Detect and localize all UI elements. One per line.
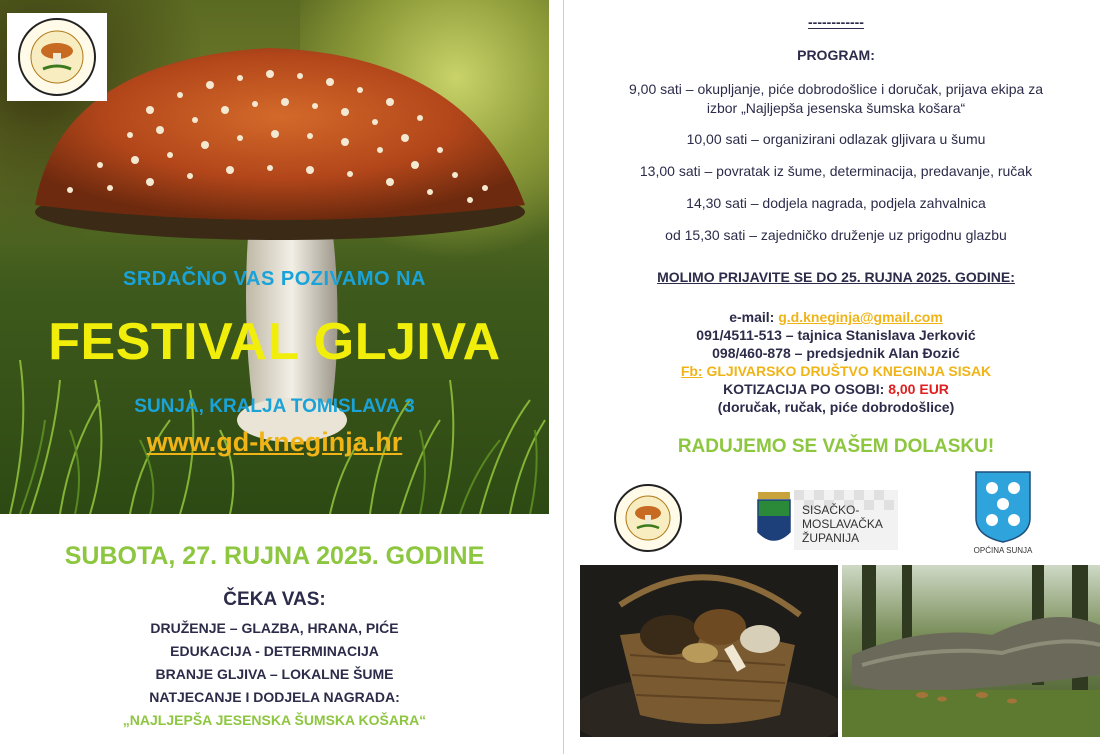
program-title: PROGRAM: (797, 47, 875, 63)
separator-dashes: ------------ (808, 14, 864, 30)
fee-label: KOTIZACIJA PO OSOBI: (723, 381, 889, 397)
facebook-label: Fb: (680, 363, 703, 379)
list-item: NATJECANJE I DODJELA NAGRADA: (149, 689, 400, 705)
basket-photo (580, 565, 838, 737)
list-item: DRUŽENJE – GLAZBA, HRANA, PIĆE (150, 620, 399, 636)
club-logo (610, 482, 686, 554)
fee-note: (doručak, ručak, piće dobrodošlice) (717, 399, 955, 415)
fee-line (564, 380, 1108, 398)
list-item: BRANJE GLJIVA – LOKALNE ŠUME (155, 666, 394, 682)
club-logo (7, 13, 107, 101)
hero-image (0, 0, 549, 514)
right-panel (564, 0, 1108, 754)
phone-line: 098/460-878 – predsjednik Alan Đozić (712, 345, 960, 361)
program-item (564, 80, 1108, 118)
welcome-text: RADUJEMO SE VAŠEM DOLASKU! (677, 436, 995, 457)
invite-text: SRDAČNO VAS POZIVAMO NA (123, 268, 426, 290)
ceka-title: ČEKA VAS: (223, 589, 326, 610)
phone-line: 091/4511-513 – tajnica Stanislava Jerković (696, 327, 976, 343)
festival-date: SUBOTA, 27. RUJNA 2025. GODINE (64, 542, 485, 570)
program-item: 14,30 sati – dodjela nagrada, podjela zahvalnica (686, 195, 986, 211)
facebook-link[interactable]: GLJIVARSKO DRUŠTVO KNEGINJA SISAK (702, 363, 992, 379)
forest-photo (842, 565, 1100, 737)
program-item: 13,00 sati – povratak iz šume, determinacija, predavanje, ručak (639, 163, 1033, 179)
program-item: od 15,30 sati – zajedničko druženje uz prigodnu glazbu (665, 227, 1007, 243)
list-item: „NAJLJEPŠA JESENSKA ŠUMSKA KOŠARA“ (122, 712, 427, 728)
contact-block (564, 308, 1108, 416)
municipality-logo (968, 470, 1038, 556)
county-logo (754, 488, 900, 552)
activities-list (0, 617, 549, 732)
festival-address: SUNJA, KRALJA TOMISLAVA 3 (134, 396, 415, 417)
festival-title: FESTIVAL GLJIVA (48, 313, 501, 371)
municipality-name: OPĆINA SUNJA (973, 546, 1033, 555)
website-link[interactable]: www.gd-kneginja.hr (146, 427, 403, 457)
county-name-2: MOSLAVAČKA (802, 517, 883, 531)
program-line: 9,00 sati – okupljanje, piće dobrodošlice i doručak, prijava ekipa za (628, 81, 1044, 97)
list-item: EDUKACIJA - DETERMINACIJA (170, 643, 379, 659)
facebook-line (564, 362, 1108, 380)
county-name-3: ŽUPANIJA (802, 531, 860, 545)
email-line (564, 308, 1108, 326)
program-item: 10,00 sati – organizirani odlazak gljivara u šumu (686, 131, 986, 147)
left-panel (0, 0, 552, 754)
county-name-1: SISAČKO- (802, 503, 860, 517)
email-link[interactable]: g.d.kneginja@gmail.com (778, 309, 943, 325)
fee-value: 8,00 EUR (888, 381, 949, 397)
program-line: izbor „Najljepša jesenska šumska košara“ (706, 100, 966, 116)
registration-deadline: MOLIMO PRIJAVITE SE DO 25. RUJNA 2025. GODINE: (657, 269, 1015, 285)
email-label: e-mail: (729, 309, 779, 325)
